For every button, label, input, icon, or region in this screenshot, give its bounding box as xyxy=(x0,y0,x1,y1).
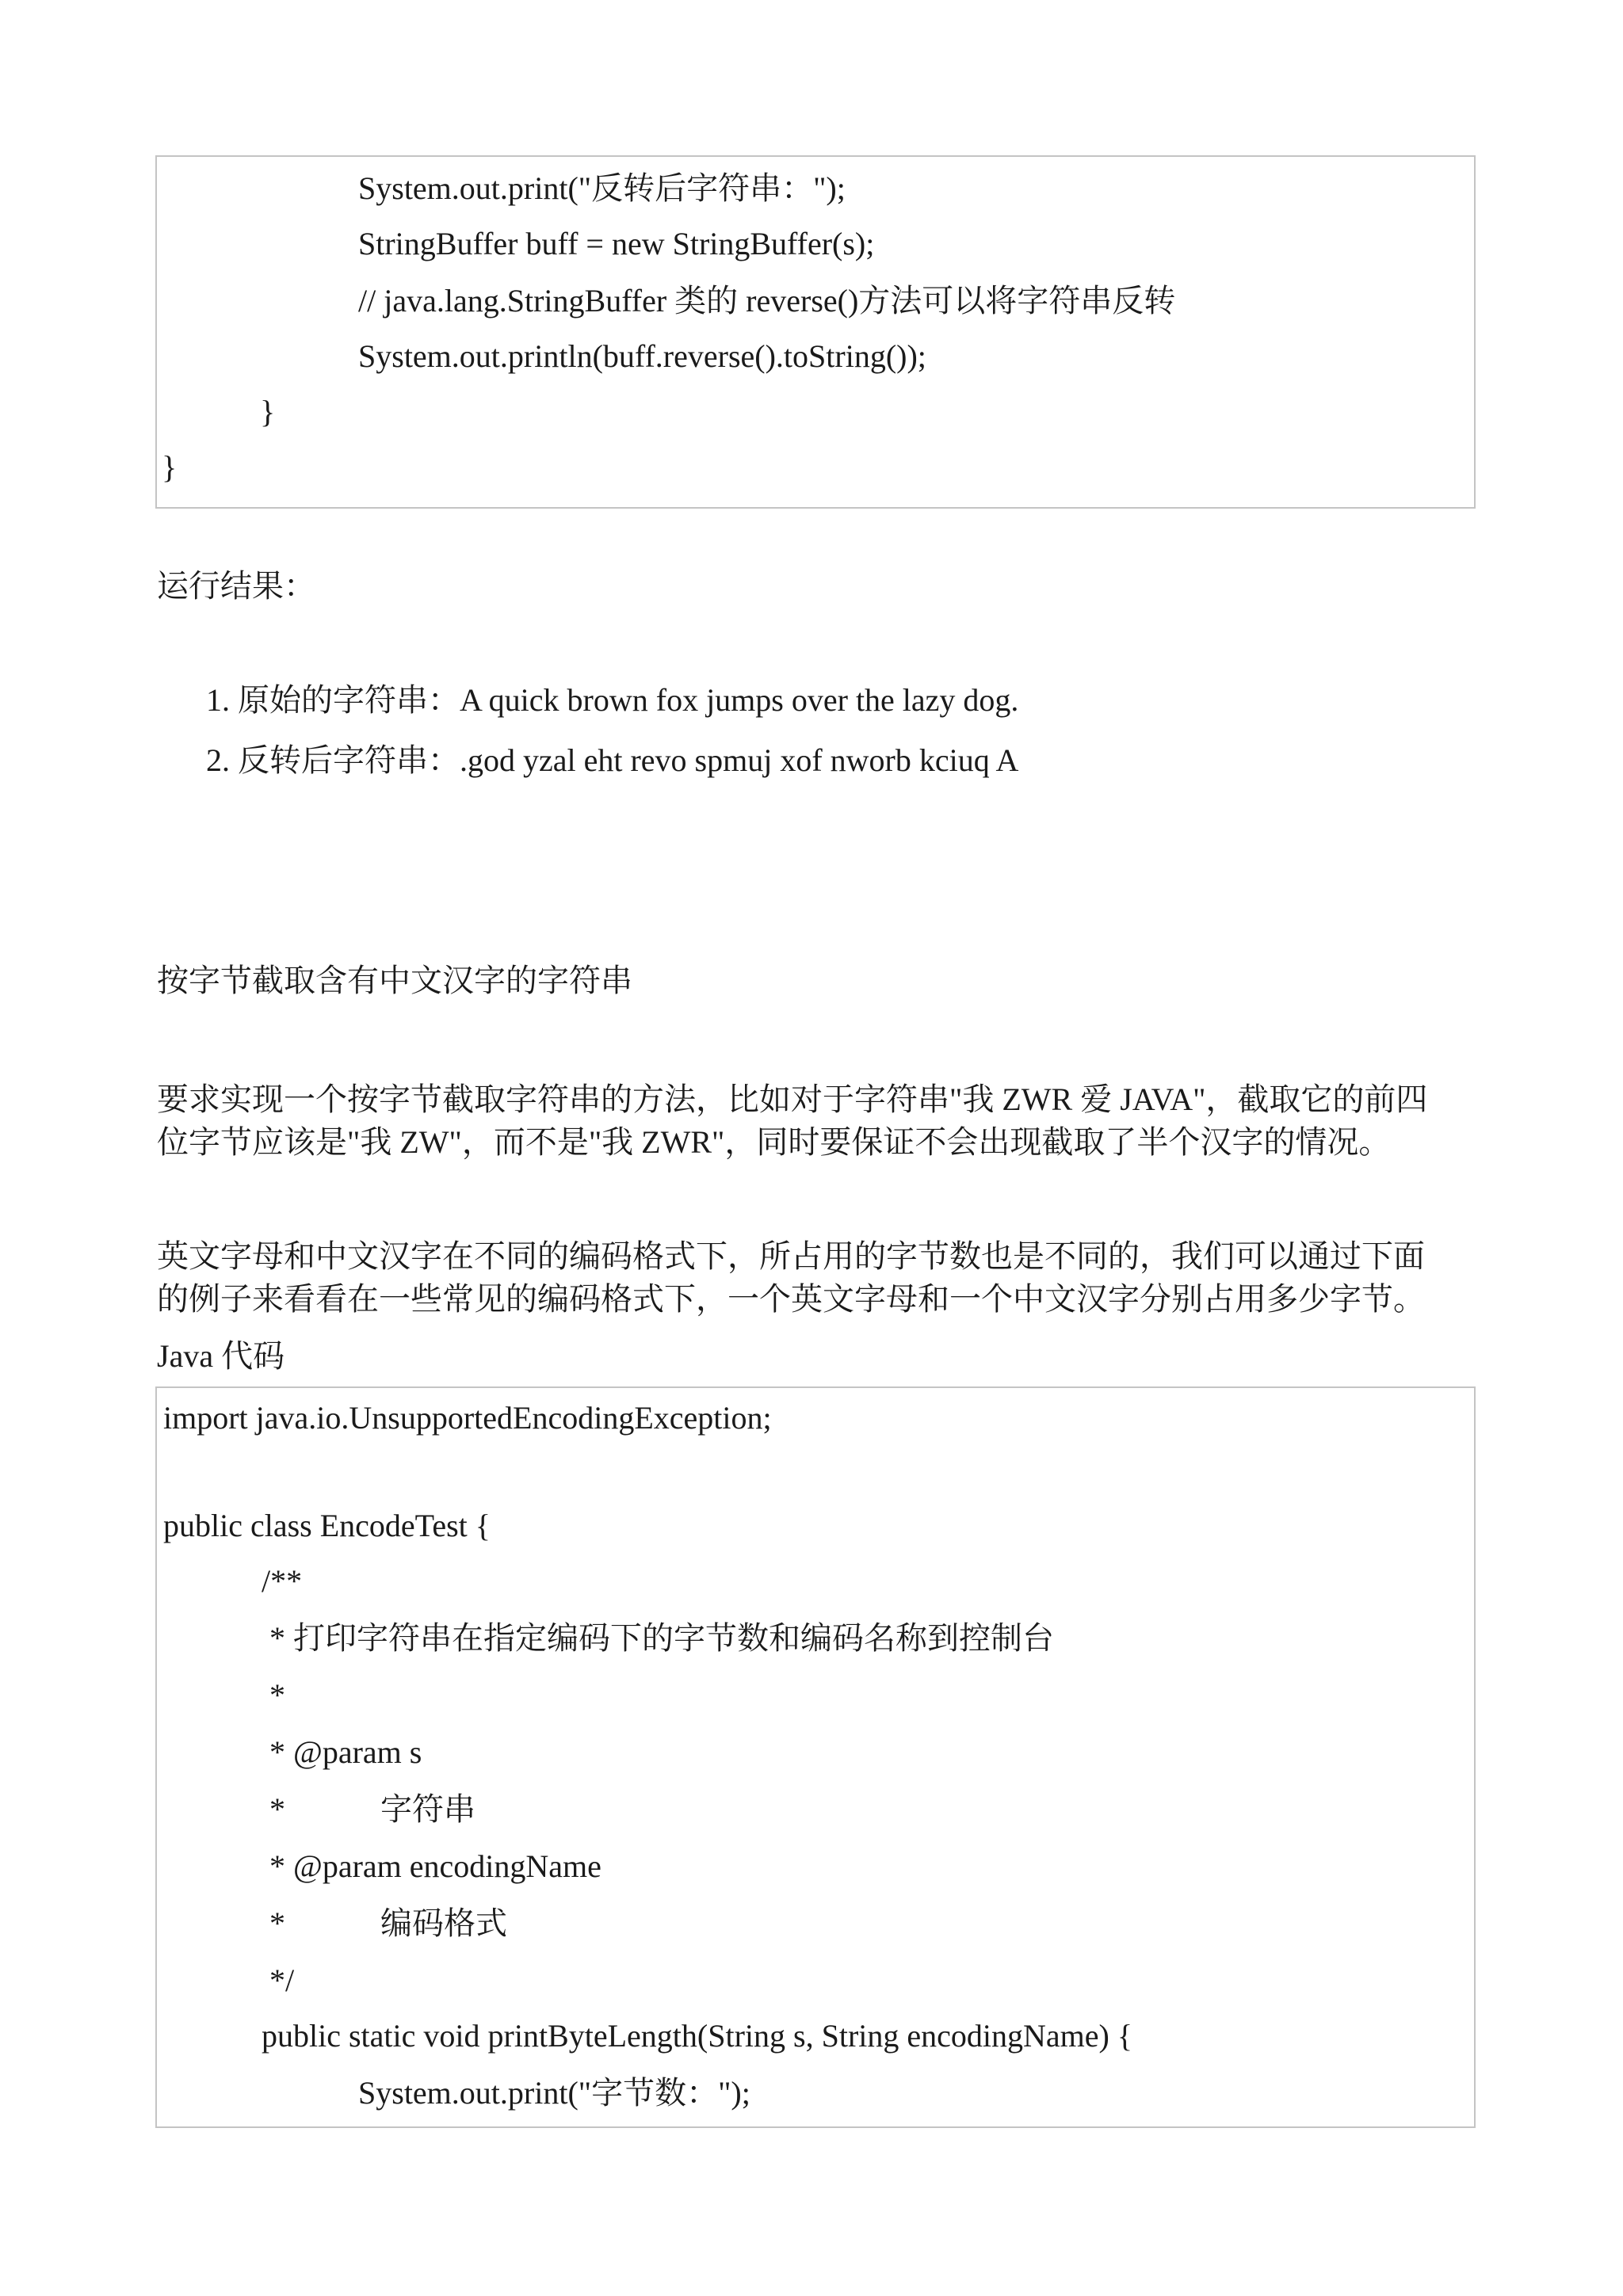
list-item: 1. 原始的字符串：A quick brown fox jumps over the lazy dog. xyxy=(206,682,1019,718)
code-line: } xyxy=(162,449,178,485)
code-line: System.out.print("反转后字符串："); xyxy=(358,170,846,206)
code-line: * 打印字符串在指定编码下的字节数和编码名称到控制台 xyxy=(262,1620,1054,1656)
code-line: /** xyxy=(262,1563,303,1599)
code-label: Java 代码 xyxy=(157,1338,285,1374)
paragraph-line: 要求实现一个按字节截取字符串的方法，比如对于字符串"我 ZWR 爱 JAVA"，截取它的前四 xyxy=(157,1081,1428,1117)
code-line: * xyxy=(262,1677,285,1713)
code-line: import java.io.UnsupportedEncodingException; xyxy=(163,1400,772,1436)
code-block-1 xyxy=(155,155,1476,509)
code-line: StringBuffer buff = new StringBuffer(s); xyxy=(358,226,875,261)
code-line: * @param s xyxy=(262,1734,422,1770)
paragraph-line: 英文字母和中文汉字在不同的编码格式下，所占用的字节数也是不同的，我们可以通过下面 xyxy=(157,1238,1425,1274)
code-line: } xyxy=(260,394,276,429)
code-line: public static void printByteLength(String s, String encodingName) { xyxy=(262,2018,1133,2054)
code-line: System.out.print("字节数："); xyxy=(358,2075,750,2111)
paragraph-line: 位字节应该是"我 ZW"，而不是"我 ZWR"，同时要保证不会出现截取了半个汉字的情况。 xyxy=(157,1124,1391,1160)
result-heading: 运行结果： xyxy=(157,568,315,604)
code-line: System.out.println(buff.reverse().toString()); xyxy=(358,338,926,374)
paragraph-line: 的例子来看看在一些常见的编码格式下，一个英文字母和一个中文汉字分别占用多少字节。 xyxy=(157,1281,1425,1317)
code-line: * @param encodingName xyxy=(262,1848,601,1884)
code-line: * 编码格式 xyxy=(262,1905,507,1941)
code-line: */ xyxy=(262,1962,295,1998)
code-line: * 字符串 xyxy=(262,1791,475,1827)
code-line: public class EncodeTest { xyxy=(163,1508,491,1543)
code-line: // java.lang.StringBuffer 类的 reverse()方法可以将字符串反转 xyxy=(358,283,1176,318)
list-item: 2. 反转后字符串：.god yzal eht revo spmuj xof nworb kciuq A xyxy=(206,742,1019,778)
section-title: 按字节截取含有中文汉字的字符串 xyxy=(157,963,632,998)
